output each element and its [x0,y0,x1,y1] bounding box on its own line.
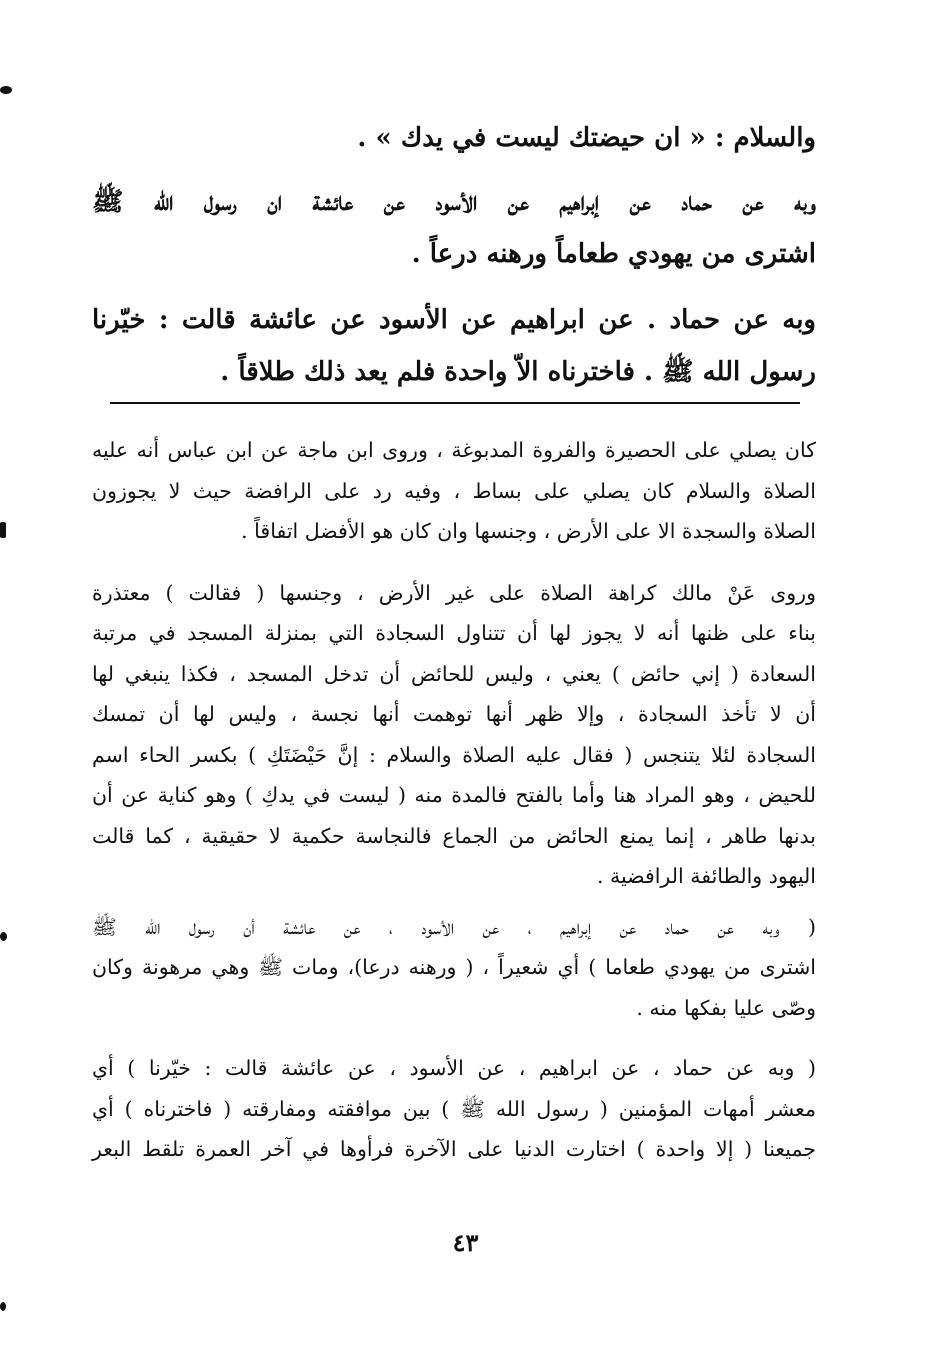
text-line: وبه عن حماد عن إبراهيم عن الأسود عن عائشة ان رسول الله ﷺ [92,187,816,217]
commentary-paragraph [92,430,816,552]
text-line: الصلاة والسلام كان يصلي على بساط ، وفيه رد على الرافضة حيث لا يجوزون [92,478,816,503]
text-line: والسلام : « ان حيضتك ليست في يدك » . [357,123,816,153]
text-line: وروى عَنْ مالك كراهة الصلاة على غير الأرض ، وجنسها ( فقالت ) معتذرة [92,580,816,605]
main-paragraph [92,112,816,164]
commentary-paragraph [92,907,816,1029]
text-line: وبه عن حماد . عن ابراهيم عن الأسود عن عائشة قالت : خيّرنا [92,305,816,335]
commentary-paragraph [92,573,816,897]
text-line: ( وبه عن حماد ، عن ابراهيم ، عن الأسود ، عن عائشة قالت : خيّرنا ) أي [92,1056,816,1080]
scan-mark [0,86,12,94]
commentary-paragraph [92,1048,816,1170]
text-line: رسول الله ﷺ . فاخترناه الاّ واحدة فلم يعد ذلك طلاقاً . [220,357,816,387]
text-line: للحيض ، وهو المراد هنا وأما بالفتح فالمدة منه ( ليست في يدكِ ) وهو كناية عن أن [92,783,816,807]
text-line: معشر أمهات المؤمنين ( رسول الله ﷺ ) بين موافقته ومفارقته ( فاخترناه ) أي [92,1096,816,1121]
scan-mark [0,932,7,941]
text-line: ( وبه عن حماد عن إبراهيم ، عن الأسود ، عن عائشة أن رسول الله ﷺ [92,914,816,939]
scan-mark [0,522,6,538]
scan-mark [0,1302,6,1311]
text-line: أن لا تأخذ السجادة ، وإلا ظهر أنها توهمت أنها نجسة ، وليس لها أن تمسك [92,702,816,726]
text-line: اشترى من يهودي طعاما ) أي شعيراً ، ( ورهنه درعا)، ومات ﷺ وهي مرهونة وكان [92,955,816,979]
text-line: اشترى من يهودي طعاماً ورهنه درعاً . [411,239,816,269]
main-text [92,112,816,398]
text-line: وصّى عليا بفكها منه . [636,995,816,1020]
text-line: الصلاة والسجدة الا على الأرض ، وجنسها وان كان هو الأفضل اتفاقاً . [241,519,816,543]
text-line: جميعنا ( إلا واحدة ) اختارت الدنيا على الآخرة فرأوها في آخر العمرة تلقط البعر [92,1137,816,1161]
text-line: السجادة لئلا يتنجس ( فقال عليه الصلاة والسلام : إنَّ حَيْضَتَكِ ) بكسر الحاء اسم [92,742,816,767]
separator-rule [110,402,800,404]
page-number: ٤٣ [452,1228,479,1257]
text-line: اليهود والطائفة الرافضية . [596,864,816,888]
text-line: السعادة ( إني حائض ) يعني ، وليس للحائض أن تدخل المسجد ، فكذا ينبغي لها [92,661,816,686]
main-paragraph [92,176,816,280]
main-paragraph [92,294,816,398]
text-line: بناء على ظنها أنه لا يجوز لها أن تتناول السجادة التي بمنزلة المسجد في مرتبة [92,621,816,645]
text-line: بدنها طاهر ، إنما يمنع الحائض من الجماع فالنجاسة حكمية لا حقيقية ، كما قالت [92,823,816,848]
text-line: كان يصلي على الحصيرة والفروة المدبوغة ، وروى ابن ماجة عن ابن عباس أنه عليه [92,438,816,462]
commentary-text [92,430,816,1170]
